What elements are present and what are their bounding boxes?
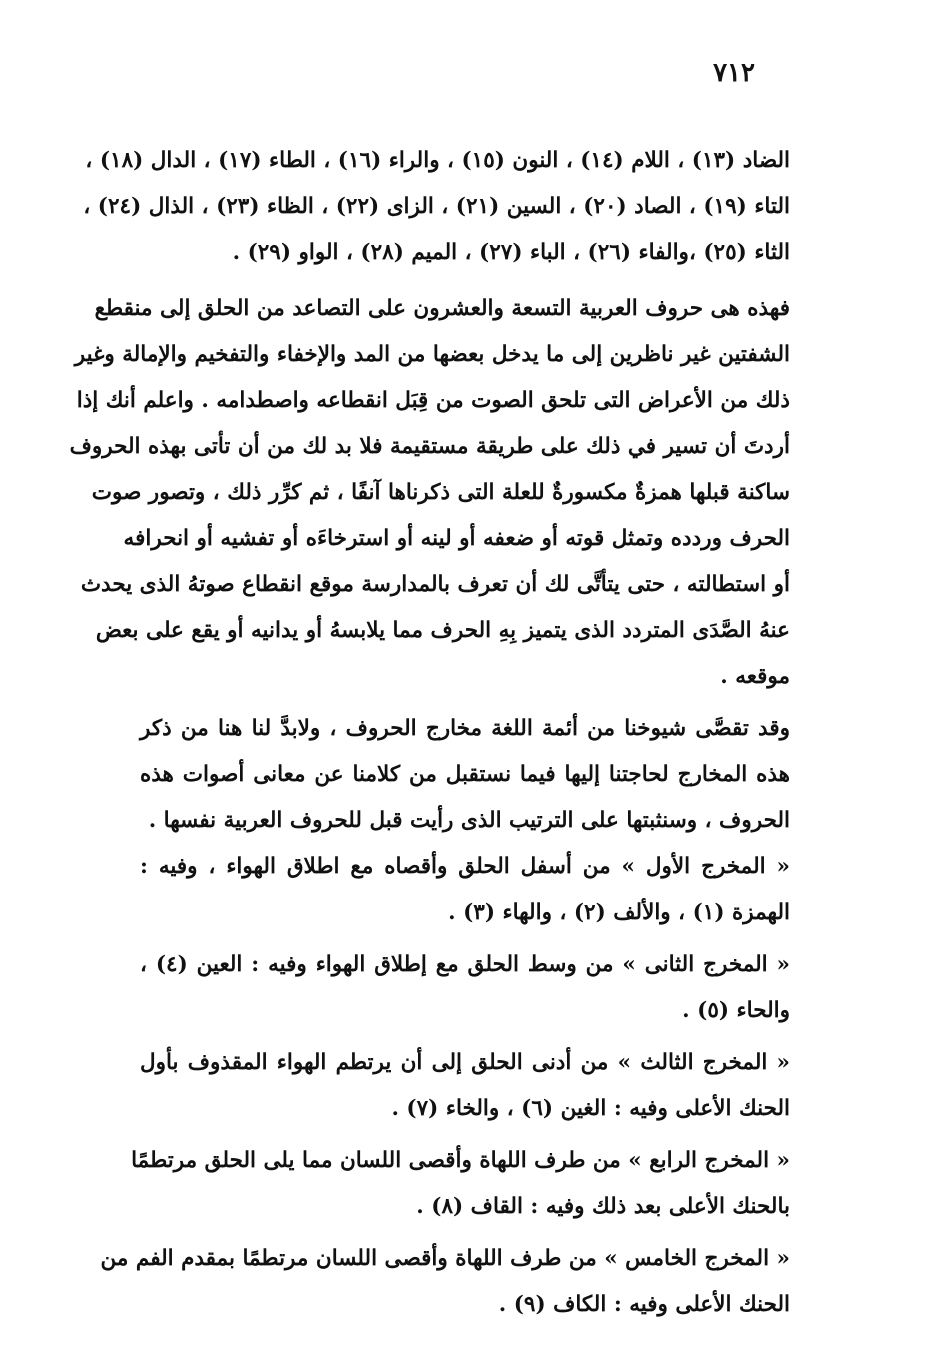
text-line: « المخرج الرابع » من طرف اللهاة وأقصى اللسان مما يلى الحلق مرتطمًا [131,1148,790,1173]
paragraph-makhraj-2 [140,942,790,1034]
text-line: أردتَ أن تسير في ذلك على طريقة مستقيمة فلا بد لك من أن تأتى بهذه الحروف [69,434,790,459]
text-line: الحرف وردده وتمثل قوته أو ضعفه أو لينه أو استرخاءَه أو تفشيه أو انحرافه [123,526,790,551]
body-text [69,138,790,1328]
text-line: ساكنة قبلها همزةٌ مكسورةٌ للعلة التى ذكرناها آنفًا ، ثم كرِّر ذلك ، وتصور صوت [91,480,790,505]
text-line: « المخرج الخامس » من طرف اللهاة وأقصى اللسان مرتطمًا بمقدم الفم من [100,1246,790,1271]
text-line: والحاء (٥) . [682,998,790,1023]
text-line: هذه المخارج لحاجتنا إليها فيما نستقبل من كلامنا عن معانى أصوات هذه [140,762,790,787]
text-line: « المخرج الأول » من أسفل الحلق وأقصاه مع اطلاق الهواء ، وفيه : [140,854,790,879]
text-line: الحنك الأعلى وفيه : الغين (٦) ، والخاء (٧) . [391,1096,790,1121]
text-line: وقد تقصَّى شيوخنا من أئمة اللغة مخارج الحروف ، ولابدَّ لنا هنا من ذكر [140,716,790,741]
text-line: بالحنك الأعلى بعد ذلك وفيه : القاف (٨) . [416,1194,790,1219]
paragraph-makharij-intro [140,706,790,844]
text-line: الحنك الأعلى وفيه : الكاف (٩) . [498,1292,790,1317]
text-line: الهمزة (١) ، والألف (٢) ، والهاء (٣) . [448,900,790,925]
page-number: ٧١٢ [713,58,755,88]
paragraph-makhraj-1 [140,844,790,936]
text-line: « المخرج الثانى » من وسط الحلق مع إطلاق الهواء وفيه : العين (٤) ، [140,952,790,977]
text-line: أو استطالته ، حتى يتأتَّى لك أن تعرف بالمدارسة موقع انقطاع صوتهُ الذى يحدث [80,572,790,597]
text-line: الحروف ، وسنثبتها على الترتيب الذى رأيت قبل للحروف العربية نفسها . [148,808,790,833]
text-line: موقعه . [720,664,790,689]
paragraph-makhraj-5 [100,1236,790,1328]
paragraph-makhraj-4 [131,1138,790,1230]
text-line: الضاد (١٣) ، اللام (١٤) ، النون (١٥) ، والراء (١٦) ، الطاء (١٧) ، الدال (١٨) ، [85,148,790,173]
text-line: الثاء (٢٥) ،والفاء (٢٦) ، الباء (٢٧) ، الميم (٢٨) ، الواو (٢٩) . [232,240,790,265]
text-line: ذلك من الأعراض التى تلحق الصوت من قِبَل انقطاعه واصطدامه . واعلم أنك إذا [76,388,790,413]
text-line: « المخرج الثالث » من أدنى الحلق إلى أن يرتطم الهواء المقذوف بأول [140,1050,790,1075]
paragraph-letters-list [83,138,790,276]
paragraph-makhraj-3 [140,1040,790,1132]
text-line: فهذه هى حروف العربية التسعة والعشرون على التصاعد من الحلق إلى منقطع [94,296,790,321]
text-line: عنهُ الصَّدَى المتردد الذى يتميز بِهِ الحرف مما يلابسهُ أو يدانيه أو يقع على بعض [95,618,790,643]
text-line: التاء (١٩) ، الصاد (٢٠) ، السين (٢١) ، الزاى (٢٢) ، الظاء (٢٣) ، الذال (٢٤) ، [83,194,790,219]
paragraph-explanation [69,286,790,700]
text-line: الشفتين غير ناظرين إلى ما يدخل بعضها من المد والإخفاء والتفخيم والإمالة وغير [74,342,790,367]
